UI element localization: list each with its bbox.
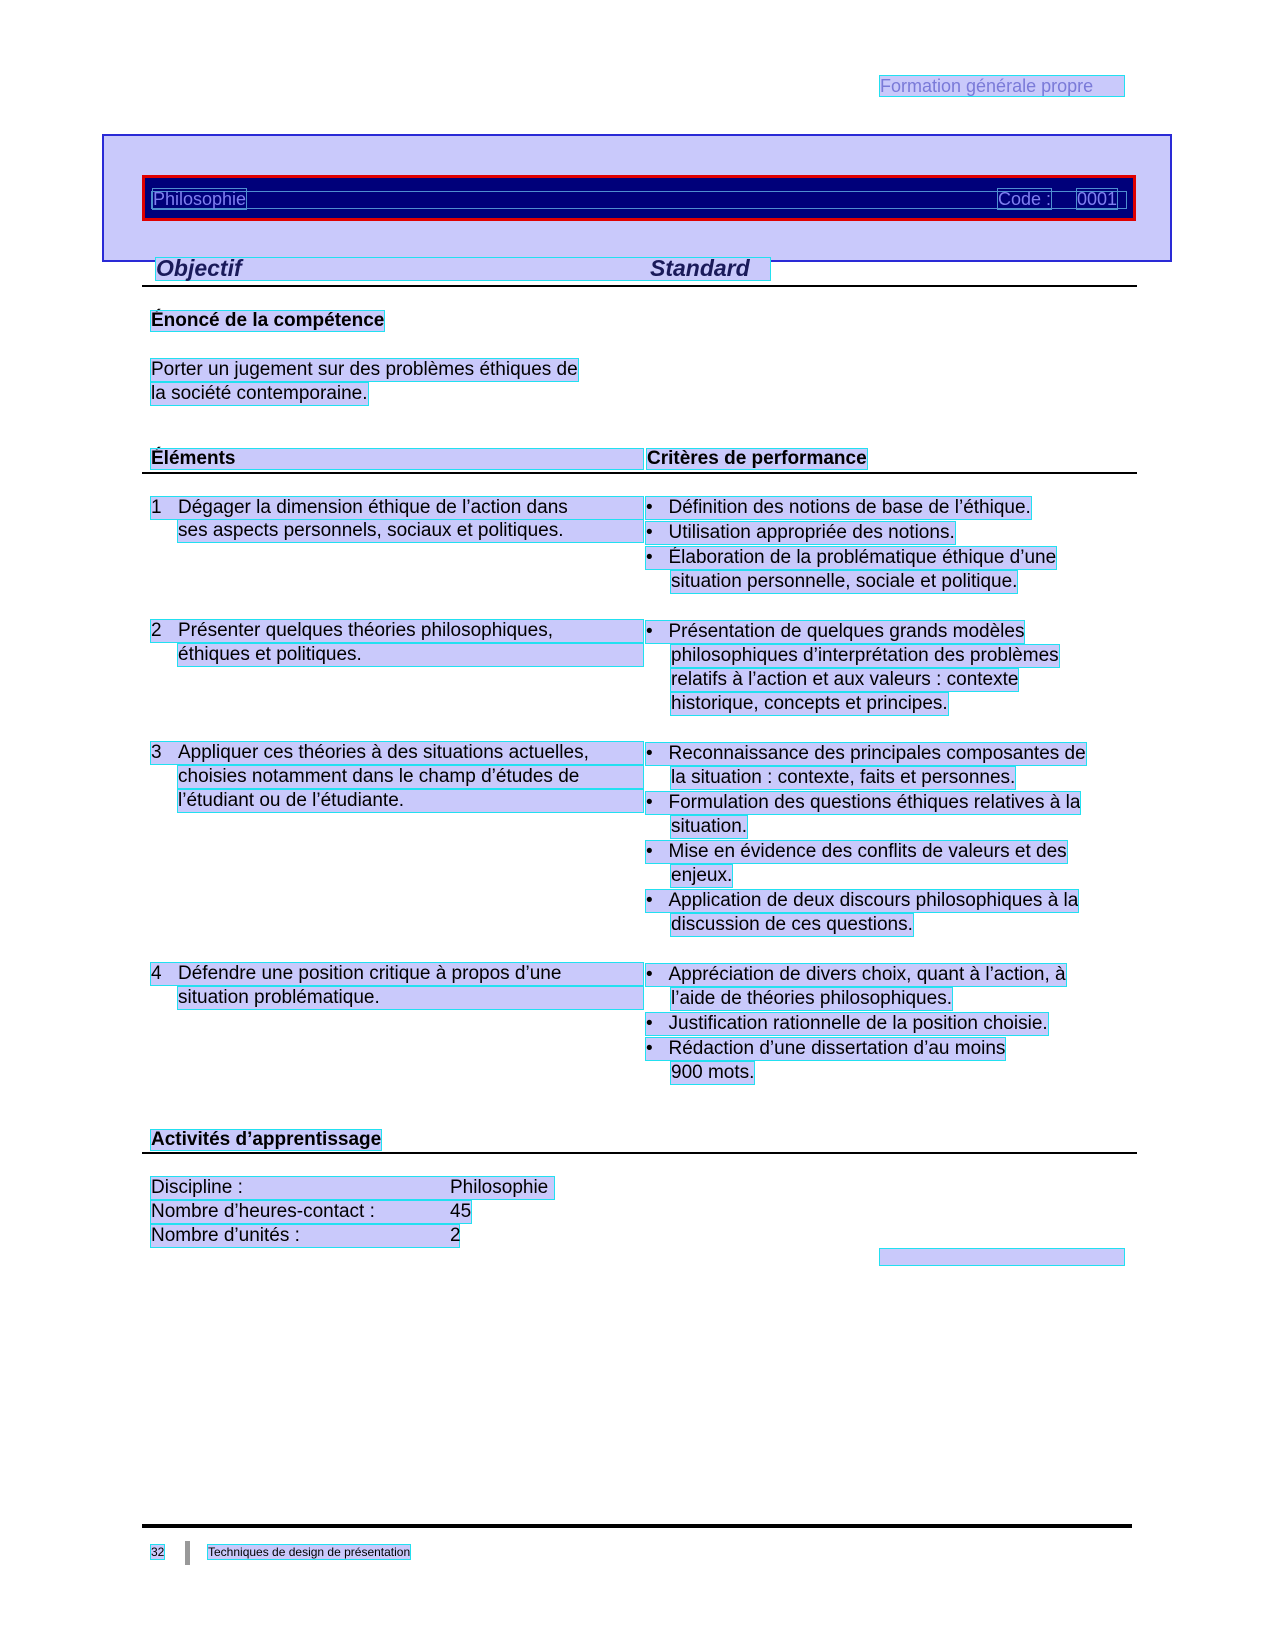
elements-heading: Éléments [151, 449, 643, 469]
activity-label: Discipline : [151, 1177, 243, 1198]
course-name: Philosophie [153, 189, 247, 209]
criterion [646, 522, 955, 544]
criterion-text: Utilisation appropriée des notions. [668, 522, 955, 543]
competence-line: la société contemporaine. [151, 383, 368, 404]
footer-rule [142, 1524, 1132, 1528]
element-row [151, 620, 643, 642]
criterion-text: la situation : contexte, faits et personnes. [671, 767, 1016, 788]
element-number: 3 [151, 742, 162, 763]
bullet: • [646, 1038, 653, 1059]
code-value: 0001 [1076, 189, 1117, 209]
criterion-text: historique, concepts et principes. [671, 693, 948, 714]
footer-title: Techniques de design de présentation [208, 1545, 411, 1559]
element-row [151, 742, 643, 764]
criterion-text: Définition des notions de base de l’éthique. [668, 497, 1031, 518]
standard-title: Standard [650, 255, 750, 281]
criterion-text: Appréciation de divers choix, quant à l’action, à [668, 964, 1066, 985]
activities-heading: Activités d’apprentissage [151, 1129, 382, 1150]
criterion [646, 547, 1056, 569]
bullet: • [646, 522, 653, 543]
criterion [646, 743, 1086, 765]
criterion [646, 890, 1078, 912]
element-text: situation problématique. [178, 987, 643, 1009]
criterion-text: 900 mots. [671, 1062, 755, 1083]
footer-separator [185, 1541, 190, 1565]
bullet: • [646, 890, 653, 911]
divider [142, 285, 1137, 287]
activity-label: Nombre d’unités : [151, 1225, 300, 1246]
criterion-text: relatifs à l’action et aux valeurs : contexte [671, 669, 1019, 690]
criterion-text: Élaboration de la problématique éthique d’une [668, 547, 1057, 568]
element-row [151, 963, 643, 985]
element-text: l’étudiant ou de l’étudiante. [178, 790, 643, 812]
title-bar-frame [151, 191, 1127, 209]
running-header: Formation générale propre [880, 76, 1124, 96]
activity-row [151, 1177, 554, 1199]
criterion-text: situation personnelle, sociale et politique. [671, 571, 1018, 592]
criterion [646, 964, 1066, 986]
activity-value: Philosophie [450, 1177, 549, 1198]
criterion [646, 841, 1067, 863]
bullet: • [646, 497, 653, 518]
criterion [646, 1013, 1048, 1035]
element-text: Dégager la dimension éthique de l’action dans [178, 497, 568, 518]
activity-label: Nombre d’heures-contact : [151, 1201, 375, 1222]
criterion-text: Justification rationnelle de la position choisie. [668, 1013, 1048, 1034]
element-text: Appliquer ces théories à des situations actuelles, [178, 742, 589, 763]
criterion-text: Rédaction d’une dissertation d’au moins [668, 1038, 1006, 1059]
criterion-text: Application de deux discours philosophiques à la [668, 890, 1079, 911]
empty-field [880, 1249, 1124, 1265]
criterion [646, 792, 1080, 814]
activity-value: 45 [450, 1201, 472, 1222]
criterion-text: philosophiques d’interprétation des problèmes [671, 645, 1059, 666]
element-number: 4 [151, 963, 162, 984]
divider [142, 472, 1137, 474]
column-titles [156, 255, 770, 281]
competence-heading: Énoncé de la compétence [151, 310, 385, 331]
element-text: choisies notamment dans le champ d’études de [178, 766, 643, 788]
page-number: 32 [151, 1545, 165, 1559]
bullet: • [646, 1013, 653, 1034]
objective-title: Objectif [156, 255, 242, 281]
criterion-text: Reconnaissance des principales composantes de [668, 743, 1086, 764]
criterion-text: Mise en évidence des conflits de valeurs et des [668, 841, 1067, 862]
criterion-text: Présentation de quelques grands modèles [668, 621, 1025, 642]
criterion [646, 497, 1031, 519]
criterion-text: enjeux. [671, 865, 733, 886]
bullet: • [646, 964, 653, 985]
element-text: Défendre une position critique à propos d’une [178, 963, 562, 984]
element-number: 2 [151, 620, 162, 641]
criterion-text: discussion de ces questions. [671, 914, 913, 935]
bullet: • [646, 841, 653, 862]
criteria-heading: Critères de performance [647, 448, 867, 469]
criterion [646, 1038, 1005, 1060]
activity-value: 2 [450, 1225, 461, 1246]
bullet: • [646, 743, 653, 764]
course-title-bar [142, 175, 1136, 221]
bullet: • [646, 547, 653, 568]
criterion-text: Formulation des questions éthiques relatives à la [668, 792, 1081, 813]
element-text: Présenter quelques théories philosophiques, [178, 620, 553, 641]
element-text: ses aspects personnels, sociaux et politiques. [178, 520, 643, 542]
criterion-text: situation. [671, 816, 748, 837]
bullet: • [646, 621, 653, 642]
element-row [151, 497, 643, 519]
element-text: éthiques et politiques. [178, 644, 643, 666]
criterion-text: l’aide de théories philosophiques. [671, 988, 952, 1009]
divider [142, 1152, 1137, 1154]
activity-row [151, 1225, 459, 1247]
element-number: 1 [151, 497, 162, 518]
activity-row [151, 1201, 471, 1223]
code-label: Code : [997, 189, 1051, 209]
competence-line: Porter un jugement sur des problèmes éthiques de [151, 359, 578, 380]
bullet: • [646, 792, 653, 813]
criterion [646, 621, 1024, 643]
